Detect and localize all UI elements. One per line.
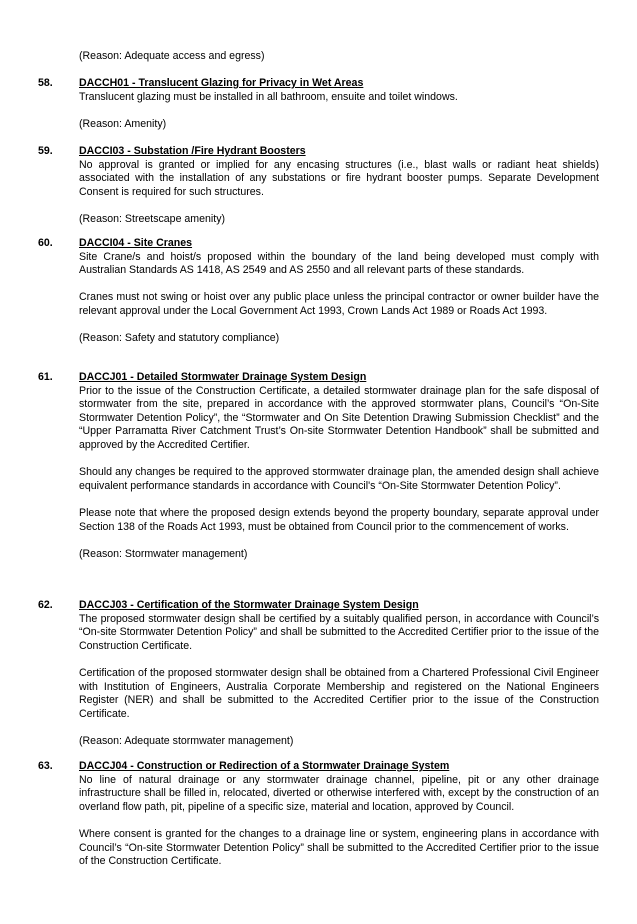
intro-reason: (Reason: Adequate access and egress): [79, 50, 265, 62]
condition-title: DACCI03 - Substation /Fire Hydrant Boosters: [79, 145, 306, 157]
condition-title: DACCJ03 - Certification of the Stormwater Drainage System Design: [79, 599, 419, 611]
condition-number: 62.: [38, 599, 53, 611]
condition-body: [79, 371, 599, 561]
condition-body: [79, 599, 599, 749]
condition-number: 63.: [38, 760, 53, 772]
condition-title: DACCJ01 - Detailed Stormwater Drainage System Design: [79, 371, 367, 383]
condition-number: 61.: [38, 371, 53, 383]
condition-title: DACCI04 - Site Cranes: [79, 237, 193, 249]
condition-number: 60.: [38, 237, 53, 249]
condition-body: [79, 760, 599, 869]
condition-reason: (Reason: Stormwater management): [79, 547, 248, 560]
condition-paragraph: Translucent glazing must be installed in all bathroom, ensuite and toilet windows.: [79, 90, 458, 103]
condition-body: [79, 77, 599, 131]
condition-paragraph: Should any changes be required to the approved stormwater drainage plan, the amended design shall achieve equivalent performance standards in accordance with Council's “On-Site Stormwater Detention Policy”.: [79, 466, 599, 492]
condition-reason: (Reason: Safety and statutory compliance): [79, 332, 280, 345]
condition-number: 59.: [38, 145, 53, 157]
condition-paragraph: Prior to the issue of the Construction Certificate, a detailed stormwater drainage plan for the safe disposal of stormwater from the site, prepared in accordance with the approved stormwater plans, Council’s “On-Site Stormwater Detention Policy”, the “Stormwater and On Site Detention Drawing Submission Checklist” and the “Upper Parramatta River Catchment Trust’s On-site Stormwater Detention Handbook” shall be submitted and approved by the Accredited Certifier.: [79, 384, 599, 451]
condition-reason: (Reason: Streetscape amenity): [79, 212, 226, 225]
condition-number: 58.: [38, 77, 53, 89]
condition-paragraph: Please note that where the proposed design extends beyond the property boundary, separate approval under Section 138 of the Roads Act 1993, must be obtained from Council prior to the commencement of works.: [79, 506, 599, 533]
condition-paragraph: No approval is granted or implied for any encasing structures (i.e., blast walls or radiant heat shields) associated with the installation of any substations or fire hydrant booster pumps. Separate Development Consent is required for such structures.: [79, 158, 599, 198]
condition-paragraph: Where consent is granted for the changes to a drainage line or system, engineering plans in accordance with Council’s “On-site Stormwater Detention Policy” shall be submitted to the Accredited Certifier prior to the issue of the Construction Certificate.: [79, 827, 599, 868]
condition-body: [79, 237, 599, 346]
condition-reason: (Reason: Adequate stormwater management): [79, 734, 294, 747]
condition-title: DACCH01 - Translucent Glazing for Privacy in Wet Areas: [79, 77, 364, 89]
condition-paragraph: Certification of the proposed stormwater design shall be obtained from a Chartered Professional Civil Engineer with Institution of Engineers, Australia Corporate Membership and registered on the National Engineers Register (NER) and shall be submitted to the Accredited Certifier prior to the issue of the Construction Certificate.: [79, 666, 599, 720]
condition-title: DACCJ04 - Construction or Redirection of a Stormwater Drainage System: [79, 760, 450, 772]
condition-reason: (Reason: Amenity): [79, 117, 167, 130]
condition-paragraph: The proposed stormwater design shall be certified by a suitably qualified person, in accordance with Council’s “On-site Stormwater Detention Policy” and shall be submitted to the Accredited Certifier prior to the issue of the Construction Certificate.: [79, 612, 599, 652]
condition-paragraph: Cranes must not swing or hoist over any public place unless the principal contractor or owner builder have the relevant approval under the Local Government Act 1993, Crown Lands Act 1989 or Roads Act 1993.: [79, 291, 599, 317]
condition-paragraph: Site Crane/s and hoist/s proposed within the boundary of the land being developed must comply with Australian Standards AS 1418, AS 2549 and AS 2550 and all relevant parts of these standards.: [79, 250, 599, 277]
condition-body: [79, 145, 599, 227]
condition-paragraph: No line of natural drainage or any stormwater drainage channel, pipeline, pit or any other drainage infrastructure shall be filled in, relocated, diverted or otherwise interfered with, except by the construction of an overland flow path, pit, pipeline of a specific size, material and location, approved by Council.: [79, 773, 599, 813]
